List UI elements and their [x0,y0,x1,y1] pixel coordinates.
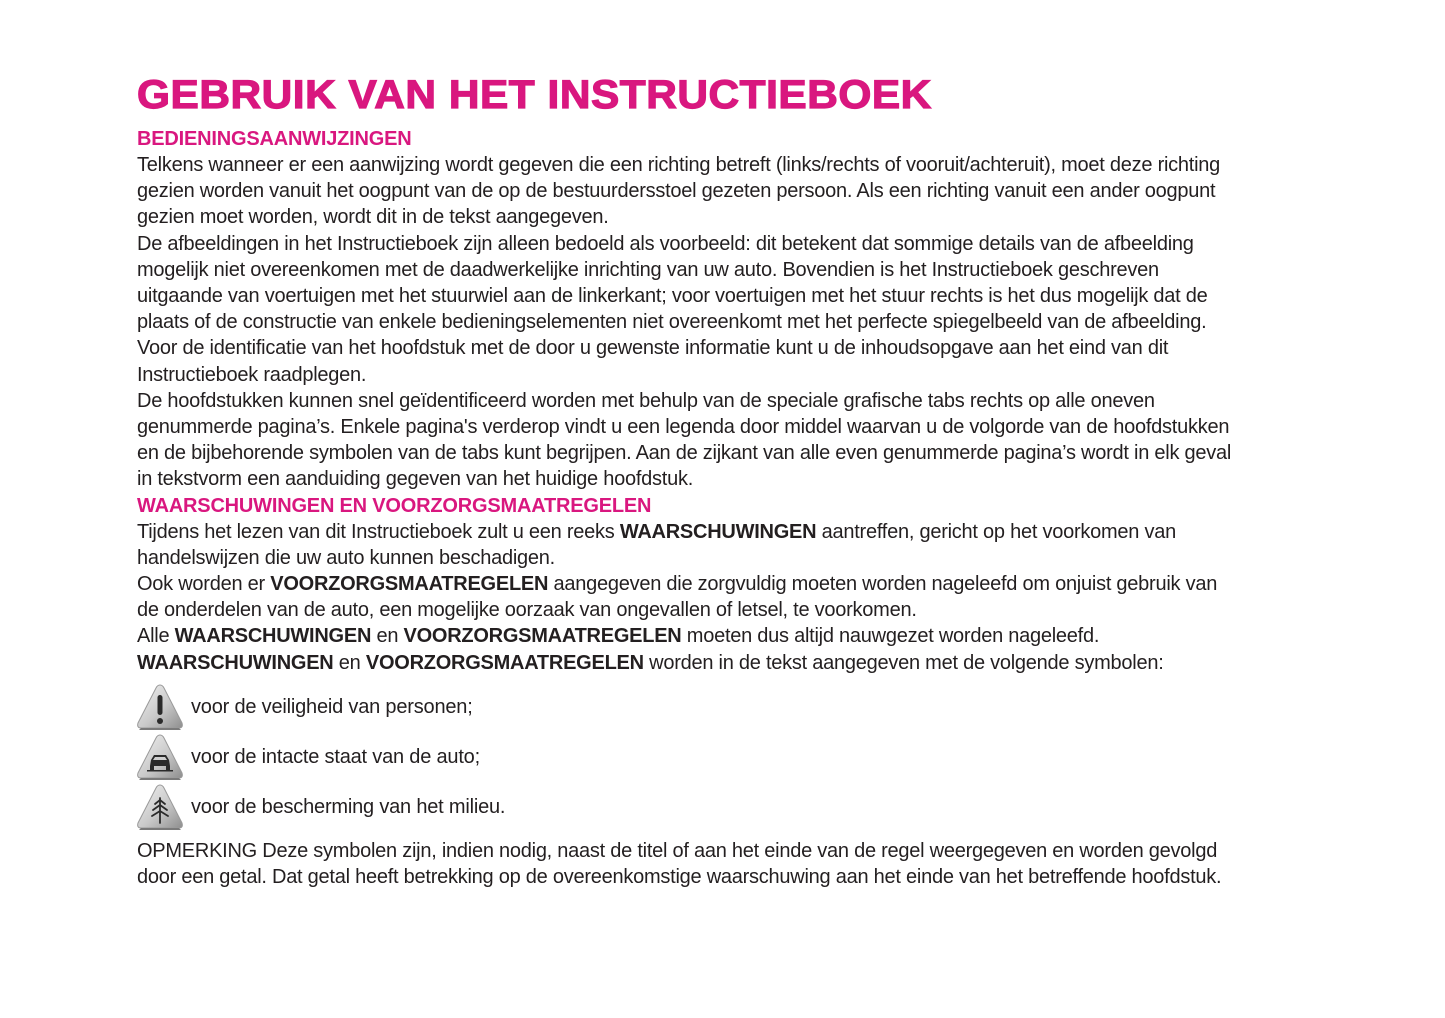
text-run: Ook worden er [137,573,271,596]
text-run: en [333,651,366,674]
paragraph-line [137,597,1337,623]
text-run: handelswijzen die uw auto kunnen beschadigen. [137,546,555,569]
paragraph-line: Voor de identificatie van het hoofdstuk met de door u gewenste informatie kunt u de inhoudsopgave aan het eind van dit [137,337,1169,360]
paragraph-line: De afbeeldingen in het Instructieboek zijn alleen bedoeld als voorbeeld: dit betekent dat sommige details van de afbeelding [137,232,1194,255]
paragraph-line [137,545,1337,571]
warning-car-icon [135,733,185,781]
paragraph-line: en de bijbehorende symbolen van de tabs kunt begrijpen. Aan de zijkant van alle even genummerde pagina’s wordt in elk geval [137,442,1232,465]
emphasis-waarschuwingen: WAARSCHUWINGEN [619,520,817,543]
symbol-label: voor de bescherming van het milieu. [191,795,506,818]
paragraph-line: uitgaande van voertuigen met het stuurwiel aan de linkerkant; voor voertuigen met het stuur rechts is het dus mogelijk dat de [137,285,1208,308]
emphasis-voorzorgsmaatregelen: VOORZORGSMAATREGELEN [365,651,644,674]
emphasis-waarschuwingen: WAARSCHUWINGEN [137,651,334,674]
paragraph-line: genummerde pagina’s. Enkele pagina's verderop vindt u een legenda door middel waarvan u de volgorde van de hoofdstukken [137,416,1230,439]
section-heading: WAARSCHUWINGEN EN VOORZORGSMAATREGELEN [137,494,652,517]
note-line: door een getal. Dat getal heeft betrekking op de overeenkomstige waarschuwing aan het einde van het betreffende hoofdstuk. [137,866,1222,889]
paragraph-line [137,650,1337,676]
paragraph-line [137,571,1337,597]
symbol-row-environment [135,782,1337,832]
paragraph-line: mogelijk niet overeenkomen met de daadwerkelijke inrichting van uw auto. Bovendien is het Instructieboek geschreven [137,258,1159,281]
section-heading: BEDIENINGSAANWIJZINGEN [137,128,412,150]
symbol-row-car [135,732,1337,782]
paragraph-line: gezien worden vanuit het oogpunt van de op de bestuurdersstoel gezeten persoon. Als een richting vanuit een ander oogpunt [137,180,1216,203]
symbol-label: voor de veiligheid van personen; [191,695,473,718]
note-block [137,838,1337,890]
text-run: worden in de tekst aangegeven met de volgende symbolen: [643,651,1164,674]
emphasis-voorzorgsmaatregelen: VOORZORGSMAATREGELEN [403,625,682,648]
text-run: Alle [137,625,175,648]
section-bedieningsaanwijzingen [137,126,1337,493]
text-run: de onderdelen van de auto, een mogelijke oorzaak van ongevallen of letsel, te voorkomen. [137,599,917,622]
emphasis-voorzorgsmaatregelen: VOORZORGSMAATREGELEN [270,573,549,596]
paragraph-line: plaats of de constructie van enkele bedieningselementen niet overeenkomt met het perfecte spiegelbeeld van de afbeelding. [137,311,1207,334]
paragraph-line [137,623,1337,649]
note-line: OPMERKING Deze symbolen zijn, indien nodig, naast de titel of aan het einde van de regel weergegeven en worden gevolgd [137,839,1218,862]
warning-environment-icon [135,783,185,831]
text-run: aantreffen, gericht op het voorkomen van [816,520,1176,543]
paragraph-line: gezien moet worden, wordt dit in de tekst aangegeven. [137,206,609,229]
document-page [137,70,1337,890]
paragraph-line: Instructieboek raadplegen. [137,363,367,386]
text-run: moeten dus altijd nauwgezet worden nageleefd. [681,625,1100,648]
emphasis-waarschuwingen: WAARSCHUWINGEN [174,625,372,648]
text-run: en [371,625,404,648]
symbol-legend [137,682,1337,832]
section-waarschuwingen [137,493,1337,891]
symbol-label: voor de intacte staat van de auto; [191,745,480,768]
symbol-row-persons [135,682,1337,732]
paragraph-line [137,519,1337,545]
paragraph-line: De hoofdstukken kunnen snel geïdentificeerd worden met behulp van de speciale grafische tabs rechts op alle oneven [137,389,1155,412]
paragraph-line: Telkens wanneer er een aanwijzing wordt gegeven die een richting betreft (links/rechts of vooruit/achteruit), moet deze richting [137,154,1221,176]
text-run: aangegeven die zorgvuldig moeten worden nageleefd om onjuist gebruik van [548,573,1218,596]
page-title: GEBRUIK VAN HET INSTRUCTIEBOEK [137,73,932,117]
text-run: Tijdens het lezen van dit Instructieboek zult u een reeks [137,520,620,543]
warning-person-icon [135,683,185,731]
paragraph-line: in tekstvorm een aanduiding gegeven van het huidige hoofdstuk. [137,468,694,491]
